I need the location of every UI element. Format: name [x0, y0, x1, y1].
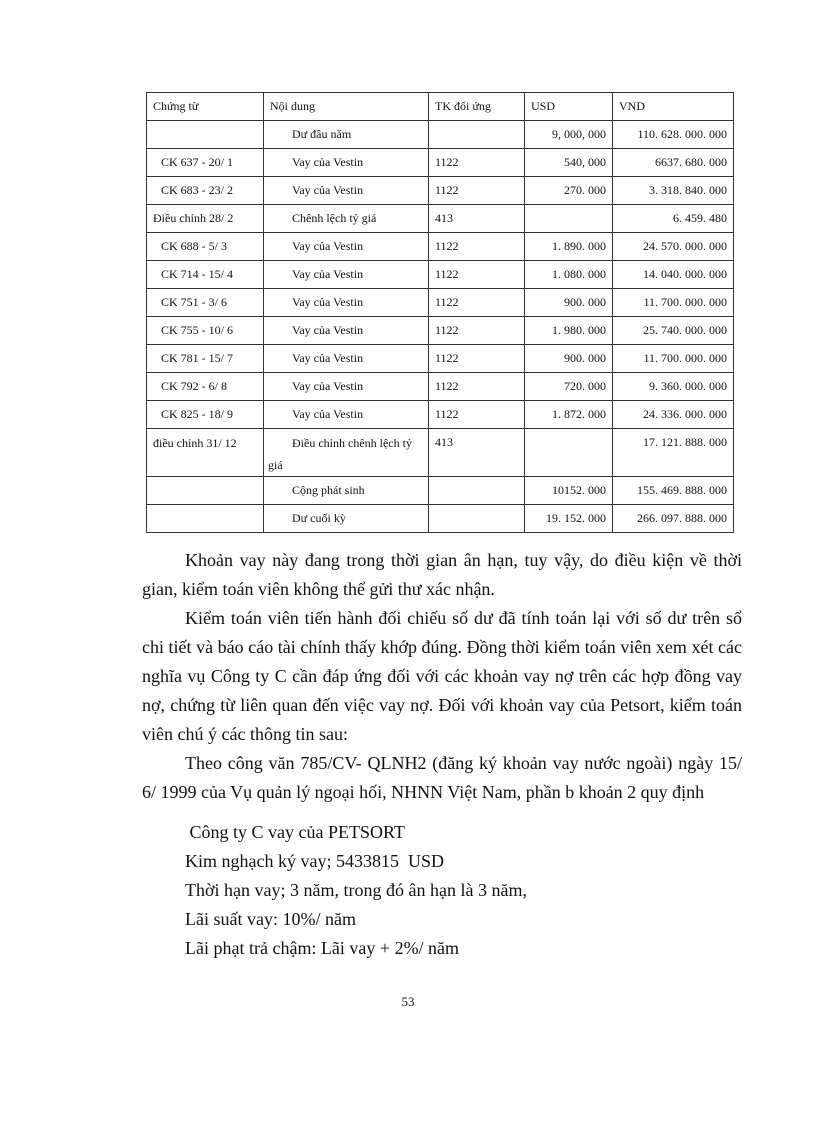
loan-ledger-table: [146, 92, 734, 533]
cell-usd: 270. 000: [525, 177, 613, 205]
cell-content: Điều chỉnh chênh lệch tỷ giá: [264, 429, 429, 477]
cell-content: Vay của Vestin: [264, 345, 429, 373]
cell-content: Vay của Vestin: [264, 401, 429, 429]
cell-usd: 1. 890. 000: [525, 233, 613, 261]
cell-doc: [147, 477, 264, 505]
cell-vnd: 17. 121. 888. 000: [613, 429, 734, 477]
cell-account: 1122: [429, 177, 525, 205]
cell-account: 1122: [429, 317, 525, 345]
cell-account: 1122: [429, 373, 525, 401]
cell-usd: 9, 000, 000: [525, 121, 613, 149]
cell-vnd: 9. 360. 000. 000: [613, 373, 734, 401]
cell-doc: CK 751 - 3/ 6: [147, 289, 264, 317]
cell-doc: CK 714 - 15/ 4: [147, 261, 264, 289]
table-row: [147, 289, 734, 317]
cell-doc: CK 688 - 5/ 3: [147, 233, 264, 261]
cell-account: [429, 477, 525, 505]
table-header-row: [147, 93, 734, 121]
cell-vnd: 155. 469. 888. 000: [613, 477, 734, 505]
body-paragraphs: [142, 546, 742, 807]
cell-vnd: 24. 570. 000. 000: [613, 233, 734, 261]
cell-doc: CK 755 - 10/ 6: [147, 317, 264, 345]
table-row: [147, 149, 734, 177]
table-row: [147, 477, 734, 505]
cell-vnd: 25. 740. 000. 000: [613, 317, 734, 345]
page-number: 53: [401, 994, 415, 1009]
cell-doc: CK 781 - 15/ 7: [147, 345, 264, 373]
cell-vnd: 266. 097. 888. 000: [613, 505, 734, 533]
cell-content: Vay của Vestin: [264, 373, 429, 401]
table-row: [147, 233, 734, 261]
cell-usd: [525, 429, 613, 477]
paragraph-grace-period: Khoản vay này đang trong thời gian ân hạn, tuy vậy, do điều kiện về thời gian, kiểm toán viên không thể gửi thư xác nhận.: [142, 550, 742, 599]
table-row: [147, 505, 734, 533]
cell-content: Chênh lệch tỷ giá: [264, 205, 429, 233]
cell-account: 1122: [429, 149, 525, 177]
cell-vnd: 6. 459. 480: [613, 205, 734, 233]
loan-term-interest: Lãi suất vay: 10%/ năm: [185, 909, 356, 929]
table-row: [147, 317, 734, 345]
cell-content: Cộng phát sinh: [264, 477, 429, 505]
cell-vnd: 11. 700. 000. 000: [613, 345, 734, 373]
cell-content: Vay của Vestin: [264, 261, 429, 289]
cell-vnd: 24. 336. 000. 000: [613, 401, 734, 429]
cell-account: 1122: [429, 401, 525, 429]
cell-doc: Điều chỉnh 28/ 2: [147, 205, 264, 233]
cell-content: Vay của Vestin: [264, 233, 429, 261]
paragraph-regulation: Theo công văn 785/CV- QLNH2 (đăng ký khoản vay nước ngoài) ngày 15/ 6/ 1999 của Vụ quản lý ngoại hối, NHNN Việt Nam, phần b khoản 2 quy định: [142, 753, 742, 802]
header-account: TK đối ứng: [429, 93, 525, 121]
header-doc: Chứng từ: [147, 93, 264, 121]
table-row: [147, 261, 734, 289]
cell-usd: 10152. 000: [525, 477, 613, 505]
cell-doc: [147, 505, 264, 533]
cell-vnd: 110. 628. 000. 000: [613, 121, 734, 149]
loan-term-lender: Công ty C vay của PETSORT: [185, 822, 405, 842]
table-row: [147, 205, 734, 233]
table-row: [147, 401, 734, 429]
table-row: [147, 345, 734, 373]
cell-account: 1122: [429, 261, 525, 289]
cell-vnd: 11. 700. 000. 000: [613, 289, 734, 317]
header-usd: USD: [525, 93, 613, 121]
loan-term-penalty: Lãi phạt trả chậm: Lãi vay + 2%/ năm: [185, 938, 460, 958]
table-row: [147, 429, 734, 477]
table-row: [147, 373, 734, 401]
cell-account: [429, 121, 525, 149]
cell-content: Vay của Vestin: [264, 177, 429, 205]
cell-vnd: 14. 040. 000. 000: [613, 261, 734, 289]
cell-doc: điều chỉnh 31/ 12: [147, 429, 264, 477]
cell-usd: 1. 872. 000: [525, 401, 613, 429]
loan-term-amount: Kim nghạch ký vay; 5433815 USD: [185, 851, 444, 871]
cell-usd: 1. 980. 000: [525, 317, 613, 345]
loan-terms-list: [185, 818, 527, 963]
cell-usd: 1. 080. 000: [525, 261, 613, 289]
table-row: [147, 121, 734, 149]
cell-account: 413: [429, 429, 525, 477]
cell-content: Vay của Vestin: [264, 149, 429, 177]
cell-content: Vay của Vestin: [264, 317, 429, 345]
header-vnd: VND: [613, 93, 734, 121]
cell-usd: 900. 000: [525, 289, 613, 317]
cell-doc: CK 825 - 18/ 9: [147, 401, 264, 429]
cell-doc: CK 683 - 23/ 2: [147, 177, 264, 205]
cell-account: 1122: [429, 233, 525, 261]
cell-account: [429, 505, 525, 533]
cell-usd: [525, 205, 613, 233]
cell-content: Dư đầu năm: [264, 121, 429, 149]
cell-account: 1122: [429, 289, 525, 317]
cell-doc: [147, 121, 264, 149]
cell-usd: 19. 152. 000: [525, 505, 613, 533]
cell-vnd: 3. 318. 840. 000: [613, 177, 734, 205]
table-row: [147, 177, 734, 205]
header-content: Nội dung: [264, 93, 429, 121]
paragraph-reconciliation: Kiểm toán viên tiến hành đối chiếu số dư đã tính toán lại với số dư trên sổ chi tiết và báo cáo tài chính thấy khớp đúng. Đồng thời kiểm toán viên xem xét các nghĩa vụ Công ty C cần đáp ứng đối với các khoản vay nợ trên các hợp đồng vay nợ, chứng từ liên quan đến việc vay nợ. Đối với khoản vay của Petsort, kiểm toán viên chú ý các thông tin sau:: [142, 608, 742, 744]
loan-term-duration: Thời hạn vay; 3 năm, trong đó ân hạn là 3 năm,: [185, 880, 527, 900]
cell-vnd: 6637. 680. 000: [613, 149, 734, 177]
cell-content: Dư cuối kỳ: [264, 505, 429, 533]
cell-account: 413: [429, 205, 525, 233]
cell-doc: CK 637 - 20/ 1: [147, 149, 264, 177]
cell-usd: 720. 000: [525, 373, 613, 401]
cell-usd: 540, 000: [525, 149, 613, 177]
cell-account: 1122: [429, 345, 525, 373]
cell-usd: 900. 000: [525, 345, 613, 373]
cell-doc: CK 792 - 6/ 8: [147, 373, 264, 401]
cell-content: Vay của Vestin: [264, 289, 429, 317]
